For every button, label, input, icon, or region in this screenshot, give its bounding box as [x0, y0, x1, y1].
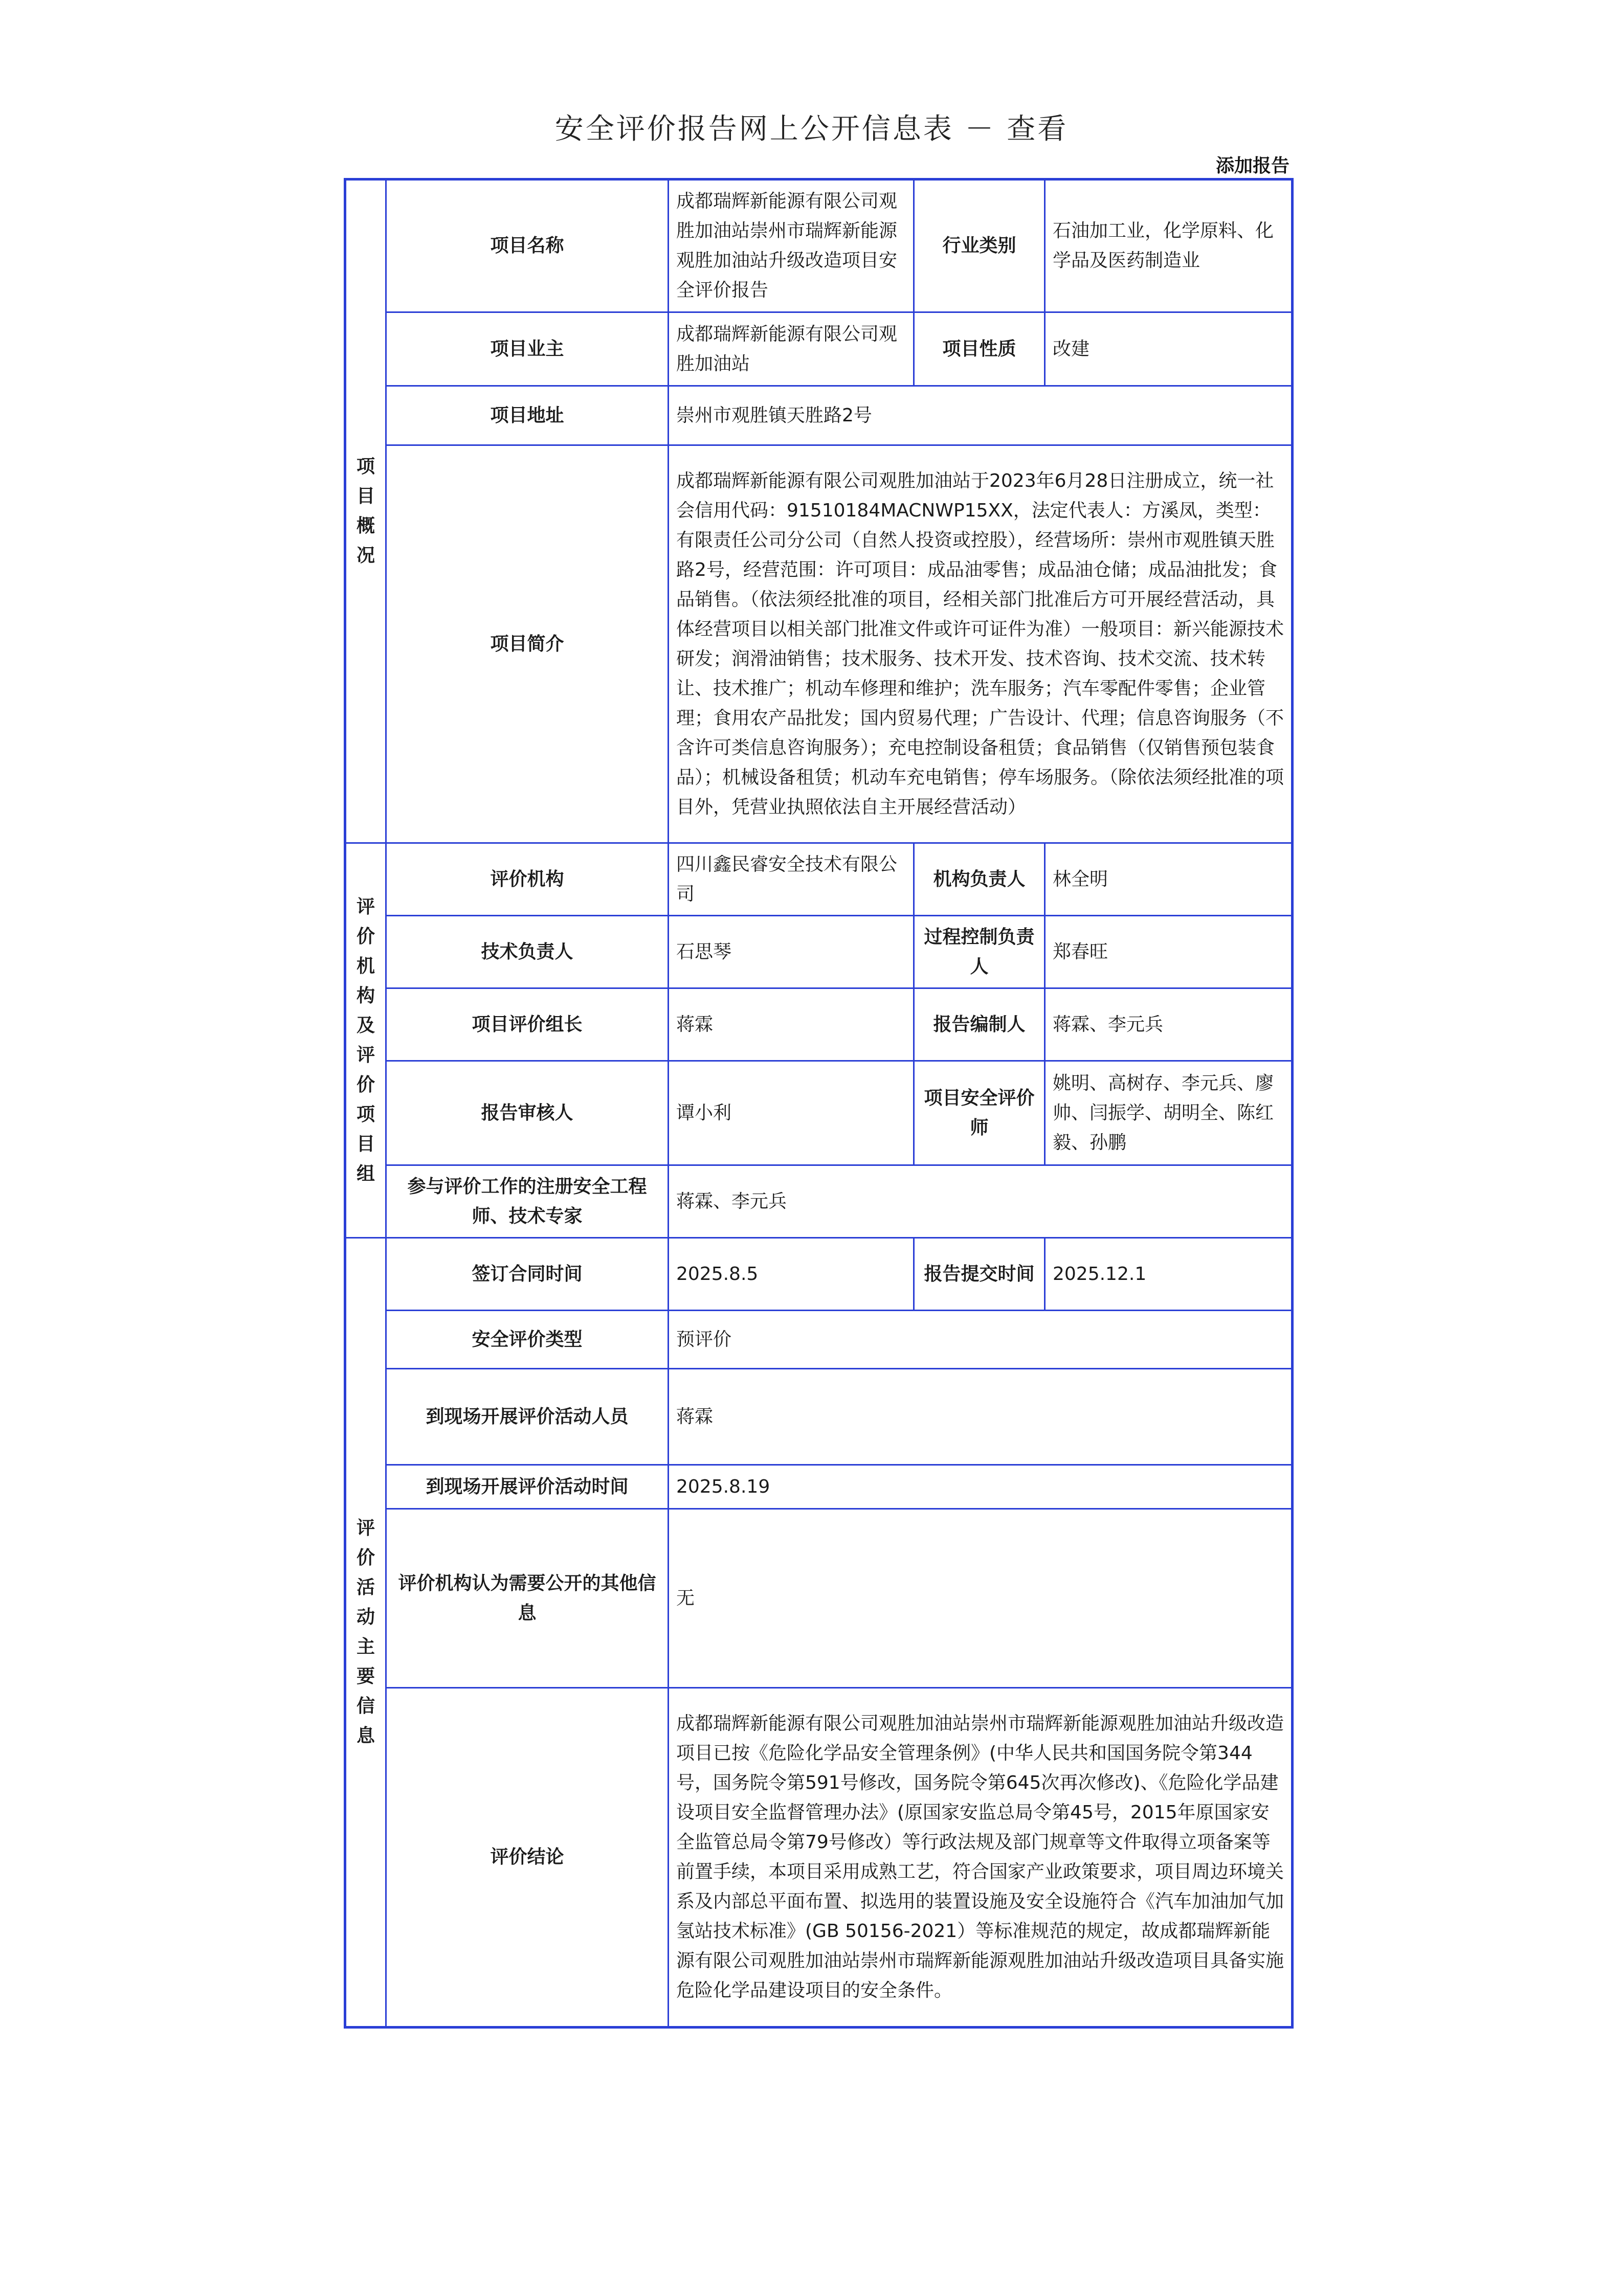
table-row — [345, 1509, 1293, 1688]
project-name-value: 成都瑞辉新能源有限公司观胜加油站崇州市瑞辉新能源观胜加油站升级改造项目安全评价报告 — [669, 179, 914, 312]
table-row — [345, 1061, 1293, 1165]
assessor-value: 姚明、高树存、李元兵、廖帅、闫振学、胡明全、陈红毅、孙鹏 — [1045, 1061, 1293, 1165]
site-staff-label: 到现场开展评价活动人员 — [386, 1369, 669, 1465]
agency-head-value: 林全明 — [1045, 843, 1293, 916]
intro-value: 成都瑞辉新能源有限公司观胜加油站于2023年6月28日注册成立，统一社会信用代码：91510184MACNWP15XX，法定代表人：方溪凤，类型：有限责任公司分公司（自然人投资或控股），经营场所：崇州市观胜镇天胜路2号，经营范围：许可项目：成品油零售；成品油仓储；成品油批发；食品销售。（依法须经批准的项目，经相关部门批准后方可开展经营活动，具体经营项目以相关部门批准文件或许可证件为准）一般项目：新兴能源技术研发；润滑油销售；技术服务、技术开发、技术咨询、技术交流、技术转让、技术推广；机动车修理和维护；洗车服务；汽车零配件零售；企业管理；食用农产品批发；国内贸易代理；广告设计、代理；信息咨询服务（不含许可类信息咨询服务）；充电控制设备租赁；食品销售（仅销售预包装食品）；机械设备租赁；机动车充电销售；停车场服务。（除依法须经批准的项目外，凭营业执照依法自主开展经营活动） — [669, 445, 1293, 843]
conclusion-value: 成都瑞辉新能源有限公司观胜加油站崇州市瑞辉新能源观胜加油站升级改造项目已按《危险化学品安全管理条例》(中华人民共和国国务院令第344号，国务院令第591号修改，国务院令第645次再次修改)、《危险化学品建设项目安全监督管理办法》(原国家安监总局令第45号，2015年原国家安全监管总局令第79号修改）等行政法规及部门规章等文件取得立项备案等前置手续，本项目采用成熟工艺，符合国家产业政策要求，项目周边环境关系及内部总平面布置、拟选用的装置设施及安全设施符合《汽车加油加气加氢站技术标准》(GB 50156-2021）等标准规范的规定，故成都瑞辉新能源有限公司观胜加油站崇州市瑞辉新能源观胜加油站升级改造项目具备实施危险化学品建设项目的安全条件。 — [669, 1688, 1293, 2028]
table-row — [345, 1688, 1293, 2028]
other-info-label: 评价机构认为需要公开的其他信息 — [386, 1509, 669, 1688]
submit-date-label: 报告提交时间 — [914, 1238, 1045, 1311]
agency-head-label: 机构负责人 — [914, 843, 1045, 916]
table-row — [345, 1311, 1293, 1369]
conclusion-label: 评价结论 — [386, 1688, 669, 2028]
owner-value: 成都瑞辉新能源有限公司观胜加油站 — [669, 312, 914, 386]
table-row — [345, 916, 1293, 988]
info-table — [344, 178, 1294, 2029]
page-title: 安全评价报告网上公开信息表 － 查看 — [554, 112, 1069, 146]
table-row — [345, 1369, 1293, 1465]
tech-head-label: 技术负责人 — [386, 916, 669, 988]
industry-label: 行业类别 — [914, 179, 1045, 312]
agency-value: 四川鑫民睿安全技术有限公司 — [669, 843, 914, 916]
assessor-label: 项目安全评价师 — [914, 1061, 1045, 1165]
address-value: 崇州市观胜镇天胜路2号 — [669, 386, 1293, 445]
experts-label: 参与评价工作的注册安全工程师、技术专家 — [386, 1165, 669, 1238]
owner-label: 项目业主 — [386, 312, 669, 386]
contract-date-label: 签订合同时间 — [386, 1238, 669, 1311]
tech-head-value: 石思琴 — [669, 916, 914, 988]
site-time-label: 到现场开展评价活动时间 — [386, 1465, 669, 1509]
address-label: 项目地址 — [386, 386, 669, 445]
nature-value: 改建 — [1045, 312, 1293, 386]
table-row — [345, 445, 1293, 843]
experts-value: 蒋霖、李元兵 — [669, 1165, 1293, 1238]
nature-label: 项目性质 — [914, 312, 1045, 386]
table-row — [345, 1465, 1293, 1509]
site-time-value: 2025.8.19 — [669, 1465, 1293, 1509]
team-leader-value: 蒋霖 — [669, 988, 914, 1061]
process-head-value: 郑春旺 — [1045, 916, 1293, 988]
table-row — [345, 1238, 1293, 1311]
eval-type-value: 预评价 — [669, 1311, 1293, 1369]
project-name-label: 项目名称 — [386, 179, 669, 312]
section-label-overview: 项 目 概 况 — [345, 179, 386, 843]
team-leader-label: 项目评价组长 — [386, 988, 669, 1061]
table-row — [345, 312, 1293, 386]
site-staff-value: 蒋霖 — [669, 1369, 1293, 1465]
add-report-link[interactable]: 添加报告 — [1215, 155, 1289, 176]
section-label-activity: 评 价 活 动 主 要 信 息 — [345, 1238, 386, 2028]
table-row — [345, 386, 1293, 445]
process-head-label: 过程控制负责人 — [914, 916, 1045, 988]
other-info-value: 无 — [669, 1509, 1293, 1688]
reviewer-value: 谭小利 — [669, 1061, 914, 1165]
table-row — [345, 988, 1293, 1061]
section-label-org: 评 价 机 构 及 评 价 项 目 组 — [345, 843, 386, 1238]
table-row — [345, 1165, 1293, 1238]
report-author-label: 报告编制人 — [914, 988, 1045, 1061]
intro-label: 项目简介 — [386, 445, 669, 843]
contract-date-value: 2025.8.5 — [669, 1238, 914, 1311]
submit-date-value: 2025.12.1 — [1045, 1238, 1293, 1311]
table-row — [345, 843, 1293, 916]
reviewer-label: 报告审核人 — [386, 1061, 669, 1165]
agency-label: 评价机构 — [386, 843, 669, 916]
table-row — [345, 179, 1293, 312]
industry-value: 石油加工业，化学原料、化学品及医药制造业 — [1045, 179, 1293, 312]
eval-type-label: 安全评价类型 — [386, 1311, 669, 1369]
report-author-value: 蒋霖、李元兵 — [1045, 988, 1293, 1061]
